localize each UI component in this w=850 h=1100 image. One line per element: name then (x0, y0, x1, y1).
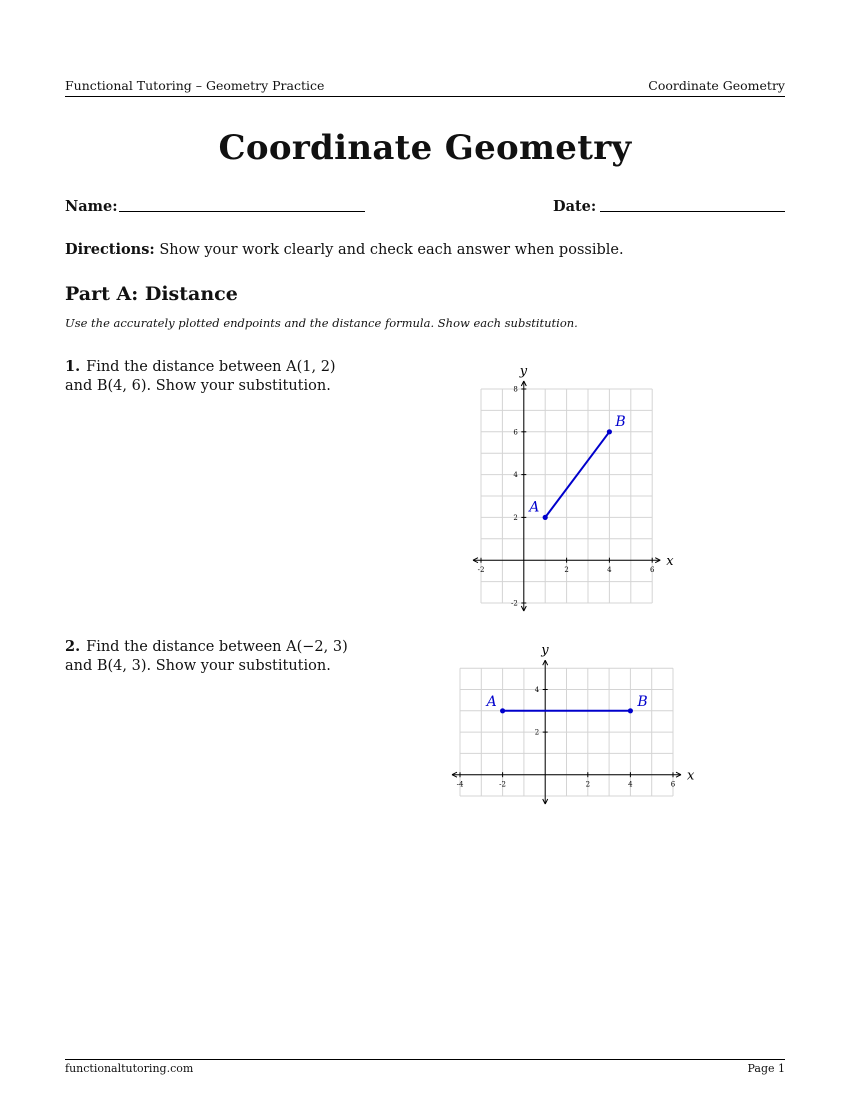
section-title: Part A: Distance (65, 283, 238, 305)
footer-left: functionaltutoring.com (65, 1062, 194, 1075)
problem-text-line1: Find the distance between A(1, 2) (86, 359, 336, 375)
header-right: Coordinate Geometry (648, 78, 785, 93)
y-tick-label: 2 (513, 513, 518, 522)
problem-number: 2. (65, 638, 81, 655)
problem-2 (65, 637, 355, 676)
x-tick-label: -2 (499, 780, 507, 789)
y-tick-label: 8 (513, 385, 518, 394)
point-B (607, 429, 612, 434)
point-B (628, 708, 633, 713)
footer-rule (65, 1059, 785, 1060)
coordinate-graph-2 (440, 635, 700, 810)
coordinate-graph-1 (460, 355, 690, 615)
y-axis-label: y (541, 643, 549, 659)
point-label-B: B (615, 413, 626, 430)
x-tick-label: -4 (456, 780, 464, 789)
point-A (543, 515, 548, 520)
point-label-A: A (486, 693, 497, 710)
directions (65, 241, 624, 258)
y-tick-label: -2 (510, 599, 518, 608)
section-note: Use the accurately plotted endpoints and the distance formula. Show each substitution. (65, 316, 578, 330)
date-field[interactable] (600, 195, 785, 212)
x-tick-label: 6 (649, 566, 655, 575)
date-label: Date: (553, 198, 597, 215)
directions-label: Directions: (65, 241, 155, 258)
x-tick-label: -2 (477, 566, 485, 575)
x-axis-label: x (687, 768, 695, 784)
directions-text: Show your work clearly and check each answer when possible. (154, 242, 624, 258)
name-label: Name: (65, 198, 118, 215)
point-label-A: A (529, 499, 540, 516)
problem-1 (65, 357, 355, 396)
x-axis-label: x (666, 554, 674, 570)
problem-text-line2: and B(4, 6). Show your substitution. (65, 378, 331, 394)
point-label-B: B (637, 693, 648, 710)
y-tick-label: 4 (534, 686, 540, 694)
problem-text-line1: Find the distance between A(−2, 3) (86, 639, 348, 655)
x-tick-label: 2 (564, 566, 569, 575)
y-axis-label: y (519, 364, 528, 379)
name-field[interactable] (119, 195, 365, 212)
problem-number: 1. (65, 358, 81, 375)
header-left: Functional Tutoring – Geometry Practice (65, 78, 325, 93)
y-tick-label: 4 (513, 471, 518, 480)
y-tick-label: 6 (513, 428, 518, 437)
footer-right: Page 1 (747, 1062, 785, 1075)
x-tick-label: 4 (607, 566, 612, 575)
x-tick-label: 4 (628, 780, 633, 789)
x-tick-label: 2 (585, 780, 591, 789)
header-rule (65, 96, 785, 97)
problem-text-line2: and B(4, 3). Show your substitution. (65, 658, 331, 674)
y-tick-label: 2 (534, 728, 540, 737)
x-tick-label: 6 (670, 780, 676, 789)
point-A (500, 708, 505, 713)
page-title: Coordinate Geometry (218, 128, 632, 168)
